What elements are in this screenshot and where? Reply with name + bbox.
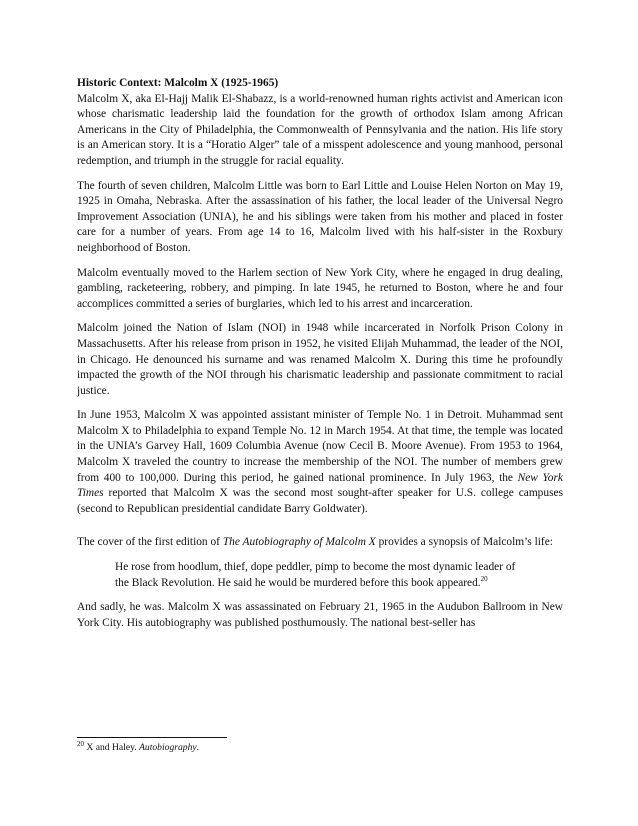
document-body [77, 76, 563, 640]
section-heading: Historic Context: Malcolm X (1925-1965) [77, 77, 279, 89]
paragraph-6 [77, 535, 563, 551]
paragraph-2: The fourth of seven children, Malcolm Little was born to Earl Little and Louise Helen Norton on May 19, 1925 in Omaha, Nebraska. After the assassination of his father, the local leader of the Universal Negro Improvement Association (UNIA), he and his siblings were taken from his mother and placed in foster care for a number of years. From age 14 to 16, Malcolm lived with his half-sister in the Roxbury neighborhood of Boston. [77, 179, 563, 254]
paragraph-7: And sadly, he was. Malcolm X was assassinated on February 21, 1965 in the Audubon Ballroom in New York City. His autobiography was published posthumously. The national best-seller has [77, 601, 563, 629]
paragraph-5-text-a: In June 1953, Malcolm X was appointed assistant minister of Temple No. 1 in Detroit. Muhammad sent Malcolm X to Philadelphia to expand Temple No. 12 in March 1954. At that time, the temple was located in the UNIA’s Garvey Hall, 1609 Columbia Avenue (now Cecil B. Moore Avenue). From 1953 to 1964, Malcolm X traveled the country to increase the membership of the NOI. The number of members grew from 400 to 100,000. During this period, he gained national prominence. In July 1963, the [77, 409, 563, 484]
paragraph-6-text-a: The cover of the first edition of [77, 536, 223, 549]
footnote-number: 20 [77, 739, 84, 748]
footnote [77, 739, 200, 753]
paragraph-5-text-b: reported that Malcolm X was the second most sought-after speaker for U.S. college campuses (second to Republican presidential candidate Barry Goldwater). [77, 487, 563, 515]
footnote-reference[interactable]: 20 [480, 574, 488, 583]
footnote-text-b: . [196, 742, 200, 753]
footnote-text-a: X and Haley. [84, 742, 140, 753]
paragraph-4: Malcolm joined the Nation of Islam (NOI) in 1948 while incarcerated in Norfolk Prison Colony in Massachusetts. After his release from prison in 1952, he visited Elijah Muhammad, the leader of the NOI, in Chicago. He denounced his surname and was renamed Malcolm X. During this time he profoundly impacted the growth of the NOI through his charismatic leadership and passionate commitment to racial justice. [77, 322, 563, 397]
paragraph-intro [77, 76, 563, 170]
paragraph-3: Malcolm eventually moved to the Harlem section of New York City, where he engaged in drug dealing, gambling, racketeering, robbery, and pimping. In late 1945, he returned to Boston, where he and four accomplices committed a series of burglaries, which led to his arrest and incarceration. [77, 266, 563, 310]
footnote-divider [77, 737, 227, 738]
book-title: The Autobiography of Malcolm X [222, 536, 376, 549]
block-quote-text: He rose from hoodlum, thief, dope peddler, pimp to become the most dynamic leader of the Black Revolution. He said he would be murdered before this book appeared. [115, 561, 516, 589]
paragraph-5 [77, 408, 563, 517]
newspaper-title: New York Times [77, 471, 563, 500]
block-quote [115, 560, 525, 591]
paragraph-1-text: Malcolm X, aka El-Hajj Malik El-Shabazz, is a world-renowned human rights activist and American icon whose charismatic leadership laid the foundation for the growth of orthodox Islam among African Americans in the City of Philadelphia, the Commonwealth of Pennsylvania and the nation. His life story is an American story. It is a “Horatio Alger” tale of a misspent adolescence and young manhood, personal redemption, and triumph in the struggle for racial equality. [77, 92, 563, 167]
paragraph-6-text-b: provides a synopsis of Malcolm’s life: [375, 536, 553, 549]
footnote-book-title: Autobiography [139, 742, 197, 753]
